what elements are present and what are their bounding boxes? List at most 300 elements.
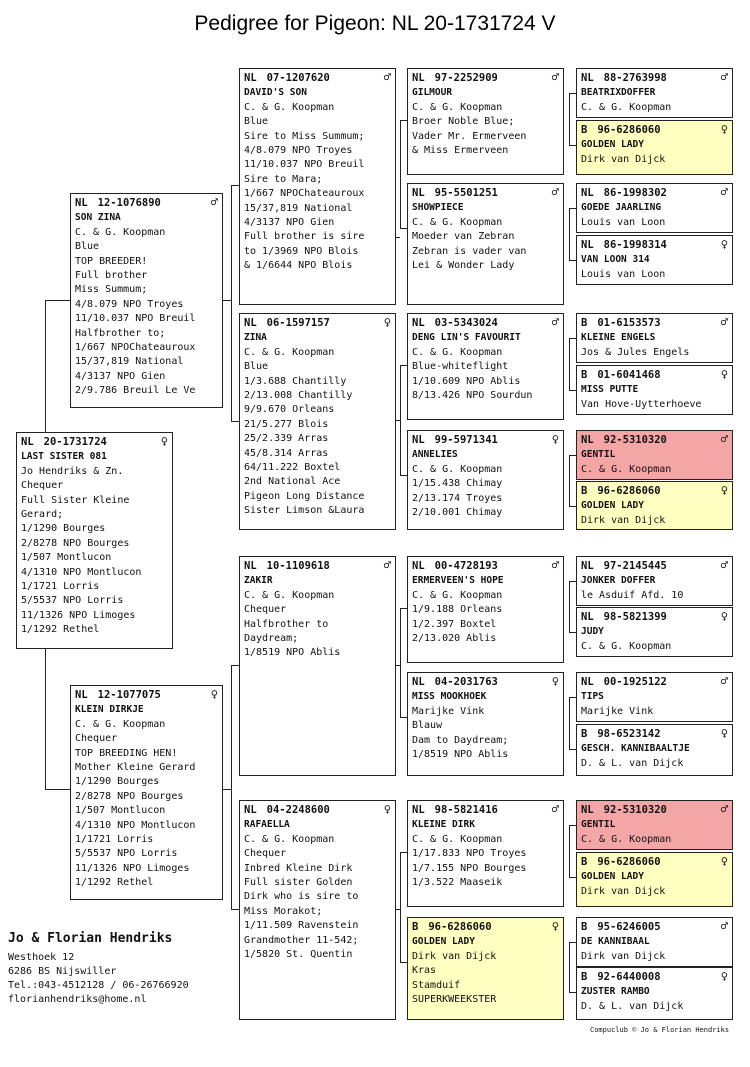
pigeon-name: DENG LIN'S FAVOURIT <box>412 332 521 344</box>
country-code: NL <box>581 611 594 623</box>
connector-line <box>569 632 576 633</box>
pigeon-name: GOLDEN LADY <box>581 139 644 151</box>
owner-name: Jo & Florian Hendriks <box>8 931 173 946</box>
connector-line <box>400 608 401 717</box>
pigeon-info-line: 2/13.020 Ablis <box>412 633 497 645</box>
pigeon-name: GILMOUR <box>412 87 453 99</box>
pigeon-card-dd[interactable] <box>239 800 396 1020</box>
connector-line <box>45 300 46 432</box>
pigeon-info-line: Full sister Golden <box>244 877 353 889</box>
pigeon-card-ds[interactable] <box>239 556 396 776</box>
pigeon-info-line: Miss Summum; <box>75 284 148 296</box>
ring-id: 98-5821416 <box>434 804 498 816</box>
pigeon-card-g6[interactable] <box>576 365 733 415</box>
pigeon-card-g11[interactable] <box>576 672 733 722</box>
ring-number <box>412 433 559 447</box>
connector-line <box>396 237 400 238</box>
pigeon-info-line: 1/3.522 Maaseik <box>412 877 503 889</box>
connector-line <box>400 365 401 475</box>
male-icon: ♂ <box>720 70 728 84</box>
male-icon: ♂ <box>720 432 728 446</box>
connector-line <box>569 992 576 993</box>
pigeon-info-line: Inbred Kleine Dirk <box>244 862 353 874</box>
pigeon-info-line: Miss Morakot; <box>244 905 323 917</box>
pigeon-card-g14[interactable] <box>576 852 733 907</box>
pigeon-card-dsd[interactable] <box>407 672 564 776</box>
ring-number <box>412 559 559 573</box>
pigeon-info-line: Zebran is vader van <box>412 245 527 257</box>
ring-id: 92-6440008 <box>597 971 661 983</box>
connector-line <box>569 581 570 632</box>
pigeon-info-line: Lei & Wonder Lady <box>412 260 515 272</box>
ring-number <box>244 71 391 85</box>
pigeon-info-line: 11/10.037 NPO Breuil <box>75 313 196 325</box>
male-icon: ♂ <box>551 315 559 329</box>
owner-email[interactable]: florianhendriks@home.nl <box>8 994 147 1005</box>
female-icon: ♀ <box>720 609 728 623</box>
connector-line <box>569 260 576 261</box>
ring-id: 12-1077075 <box>97 689 161 701</box>
country-code: NL <box>581 187 594 199</box>
male-icon: ♂ <box>383 70 391 84</box>
pigeon-info-line: D. & L. van Dijck <box>581 1000 684 1012</box>
connector-line <box>569 877 576 878</box>
ring-id: 20-1731724 <box>43 436 107 448</box>
ring-number <box>581 675 728 689</box>
pigeon-info-line: Full brother is sire <box>244 231 365 243</box>
pigeon-info-line: Vader Mr. Ermerveen <box>412 130 527 142</box>
pigeon-info-line: 1/11.509 Ravenstein <box>244 920 359 932</box>
male-icon: ♂ <box>720 919 728 933</box>
pigeon-info-line: 2/10.001 Chimay <box>412 507 503 519</box>
country-code: NL <box>581 676 594 688</box>
pigeon-info-line: 1/8519 NPO Ablis <box>244 647 341 659</box>
pigeon-info-line: 4/8.079 NPO Troyes <box>75 298 184 310</box>
pigeon-info-line: Chequer <box>244 848 287 860</box>
pigeon-info-line: 2/8278 NPO Bourges <box>75 790 184 802</box>
ring-number <box>21 435 168 449</box>
connector-line <box>396 665 400 666</box>
ring-id: 04-2031763 <box>434 676 498 688</box>
pigeon-info-line: 15/37,819 National <box>75 356 184 368</box>
connector-line <box>569 390 576 391</box>
pigeon-name: LAST SISTER 081 <box>21 451 107 463</box>
owner-info <box>8 930 189 1007</box>
ring-number <box>581 803 728 817</box>
pigeon-card-g16[interactable] <box>576 967 733 1020</box>
country-code: NL <box>581 434 594 446</box>
owner-address: Westhoek 12 <box>8 952 75 963</box>
pigeon-info-line: D. & L. van Dijck <box>581 757 684 769</box>
pigeon-info-line: Chequer <box>21 480 64 492</box>
pigeon-info-line: Halfbrother to <box>244 618 329 630</box>
connector-line <box>569 749 576 750</box>
pigeon-name: KLEIN DIRKJE <box>75 704 144 716</box>
ring-id: 00-4728193 <box>434 560 498 572</box>
pigeon-info-line: 1/5820 St. Quentin <box>244 949 353 961</box>
country-code: B <box>581 971 588 983</box>
pigeon-card-sss[interactable] <box>407 68 564 175</box>
ring-number <box>581 610 728 624</box>
ring-number <box>581 559 728 573</box>
male-icon: ♂ <box>551 185 559 199</box>
connector-line <box>400 475 407 476</box>
ring-number <box>412 803 559 817</box>
pigeon-name: DE KANNIBAAL <box>581 936 650 948</box>
pigeon-card-ss[interactable] <box>239 68 396 305</box>
connector-line <box>45 649 46 789</box>
country-code: B <box>581 728 588 740</box>
pigeon-info-line: 1/667 NPOChateauroux <box>75 342 196 354</box>
pigeon-info-line: Jo Hendriks & Zn. <box>21 465 124 477</box>
pigeon-info-line: C. & G. Koopman <box>412 463 503 475</box>
ring-number <box>412 316 559 330</box>
pigeon-info-line: TOP BREEDING HEN! <box>75 747 178 759</box>
pigeon-info-line: Full Sister Kleine <box>21 494 130 506</box>
country-code: NL <box>412 434 425 446</box>
connector-line <box>231 185 232 422</box>
ring-number <box>581 316 728 330</box>
ring-id: 07-1207620 <box>266 72 330 84</box>
pigeon-card-g13[interactable] <box>576 800 733 850</box>
male-icon: ♂ <box>720 558 728 572</box>
footer-credit: Compuclub © Jo & Florian Hendriks <box>590 1026 730 1034</box>
pigeon-name: ANNELIES <box>412 449 458 461</box>
pigeon-info-line: Marijke Vink <box>581 705 654 717</box>
connector-line <box>569 338 576 339</box>
pigeon-info-line: C. & G. Koopman <box>412 216 503 228</box>
connector-line <box>569 208 576 209</box>
connector-line <box>400 120 407 121</box>
ring-id: 97-2145445 <box>603 560 667 572</box>
pigeon-info-line: & Miss Ermerveen <box>412 145 509 157</box>
male-icon: ♂ <box>720 185 728 199</box>
connector-line <box>45 789 70 790</box>
pigeon-card-g12[interactable] <box>576 724 733 776</box>
pigeon-info-line: 2/8278 NPO Bourges <box>21 537 130 549</box>
country-code: B <box>581 317 588 329</box>
pigeon-info-line: Chequer <box>244 604 287 616</box>
pigeon-card-g3[interactable] <box>576 183 733 233</box>
pigeon-info-line: to 1/3969 NPO Blois <box>244 245 359 257</box>
female-icon: ♀ <box>720 726 728 740</box>
connector-line <box>569 455 570 506</box>
pigeon-name: MISS MOOKHOEK <box>412 691 487 703</box>
pigeon-name: GOLDEN LADY <box>412 936 475 948</box>
pigeon-info-line: 1/1290 Bourges <box>75 776 160 788</box>
ring-id: 86-1998314 <box>603 239 667 251</box>
owner-postcode: 6286 BS Nijswiller <box>8 966 117 977</box>
female-icon: ♀ <box>551 919 559 933</box>
female-icon: ♀ <box>551 674 559 688</box>
pigeon-info-line: 11/1326 NPO Limoges <box>75 862 190 874</box>
pigeon-name: BEATRIXDOFFER <box>581 87 656 99</box>
ring-number <box>581 71 728 85</box>
pigeon-card-g15[interactable] <box>576 917 733 967</box>
connector-line <box>400 717 407 718</box>
pigeon-info-line: 1/1292 Rethel <box>21 624 100 636</box>
country-code: B <box>581 856 588 868</box>
connector-line <box>400 365 407 366</box>
pigeon-card-g4[interactable] <box>576 235 733 285</box>
pigeon-info-line: 1/1721 Lorris <box>21 581 100 593</box>
connector-line <box>569 338 570 390</box>
pigeon-card-g5[interactable] <box>576 313 733 363</box>
pigeon-info-line: C. & G. Koopman <box>244 589 335 601</box>
pigeon-info-line: Broer Noble Blue; <box>412 116 515 128</box>
pigeon-info-line: 2nd National Ace <box>244 476 341 488</box>
pigeon-card-sd[interactable] <box>239 313 396 530</box>
pigeon-info-line: 4/3137 NPO Gien <box>244 217 335 229</box>
connector-line <box>569 581 576 582</box>
ring-id: 96-6286060 <box>428 921 492 933</box>
pigeon-info-line: SUPERKWEEKSTER <box>412 994 497 1006</box>
connector-line <box>396 420 400 421</box>
pigeon-info-line: 1/3.688 Chantilly <box>244 375 347 387</box>
pigeon-card-ssd[interactable] <box>407 183 564 305</box>
pigeon-info-line: Louis van Loon <box>581 268 666 280</box>
country-code: NL <box>244 72 257 84</box>
pigeon-info-line: Dam to Daydream; <box>412 734 509 746</box>
pigeon-card-dds[interactable] <box>407 800 564 907</box>
ring-number <box>412 920 559 934</box>
pigeon-info-line: 45/8.314 Arras <box>244 447 329 459</box>
pigeon-info-line: 1/1721 Lorris <box>75 834 154 846</box>
male-icon: ♂ <box>210 195 218 209</box>
pigeon-info-line: C. & G. Koopman <box>581 640 672 652</box>
pigeon-info-line: 21/5.277 Blois <box>244 418 329 430</box>
connector-line <box>400 852 407 853</box>
pigeon-name: TIPS <box>581 691 604 703</box>
pigeon-info-line: 4/1310 NPO Montlucon <box>21 566 142 578</box>
connector-line <box>231 909 239 910</box>
ring-number <box>244 316 391 330</box>
country-code: NL <box>244 804 257 816</box>
pigeon-info-line: C. & G. Koopman <box>581 833 672 845</box>
ring-id: 97-2252909 <box>434 72 498 84</box>
pigeon-card-g7[interactable] <box>576 430 733 480</box>
pigeon-card-g9[interactable] <box>576 556 733 606</box>
pigeon-card-g2[interactable] <box>576 120 733 175</box>
pigeon-info-line: C. & G. Koopman <box>412 833 503 845</box>
pigeon-info-line: 1/2.397 Boxtel <box>412 618 497 630</box>
pigeon-name: ERMERVEEN'S HOPE <box>412 575 504 587</box>
ring-id: 98-6523142 <box>597 728 661 740</box>
male-icon: ♂ <box>383 558 391 572</box>
ring-id: 00-1925122 <box>603 676 667 688</box>
ring-number <box>412 186 559 200</box>
pigeon-info-line: C. & G. Koopman <box>244 101 335 113</box>
connector-line <box>396 909 400 910</box>
ring-id: 01-6153573 <box>597 317 661 329</box>
connector-line <box>231 185 239 186</box>
connector-line <box>400 120 401 228</box>
ring-id: 98-5821399 <box>603 611 667 623</box>
ring-id: 86-1998302 <box>603 187 667 199</box>
pigeon-card-g10[interactable] <box>576 607 733 657</box>
pigeon-info-line: 15/37,819 National <box>244 202 353 214</box>
pigeon-info-line: 4/8.079 NPO Troyes <box>244 145 353 157</box>
pigeon-info-line: 4/3137 NPO Gien <box>75 370 166 382</box>
pigeon-info-line: Full brother <box>75 270 148 282</box>
female-icon: ♀ <box>160 434 168 448</box>
pigeon-info-line: 1/10.609 NPO Ablis <box>412 375 521 387</box>
ring-id: 03-5343024 <box>434 317 498 329</box>
pigeon-card-g8[interactable] <box>576 481 733 530</box>
pigeon-info-line: 2/13.174 Troyes <box>412 492 503 504</box>
pigeon-card-sire[interactable] <box>70 193 223 408</box>
country-code: NL <box>412 676 425 688</box>
pigeon-info-line: 25/2.339 Arras <box>244 433 329 445</box>
ring-id: 95-6246005 <box>597 921 661 933</box>
pigeon-info-line: 1/9.188 Orleans <box>412 604 503 616</box>
ring-id: 12-1076890 <box>97 197 161 209</box>
pigeon-info-line: 1/7.155 NPO Bourges <box>412 862 527 874</box>
pigeon-info-line: Mother Kleine Gerard <box>75 762 196 774</box>
connector-line <box>231 665 239 666</box>
country-code: NL <box>412 72 425 84</box>
connector-line <box>223 789 231 790</box>
pigeon-info-line: Gerard; <box>21 509 64 521</box>
pigeon-name: KLEINE ENGELS <box>581 332 656 344</box>
pigeon-info-line: Kras <box>412 965 437 977</box>
pigeon-name: VAN LOON 314 <box>581 254 650 266</box>
pigeon-info-line: Sire to Miss Summum; <box>244 130 365 142</box>
female-icon: ♀ <box>720 367 728 381</box>
pigeon-info-line: 9/9.670 Orleans <box>244 404 335 416</box>
pigeon-name: GOLDEN LADY <box>581 871 644 883</box>
pigeon-info-line: TOP BREEDER! <box>75 255 148 267</box>
pigeon-info-line: 64/11.222 Boxtel <box>244 462 341 474</box>
ring-number <box>244 803 391 817</box>
connector-line <box>400 608 407 609</box>
pigeon-name: SON ZINA <box>75 212 121 224</box>
pigeon-name: KLEINE DIRK <box>412 819 475 831</box>
male-icon: ♂ <box>720 802 728 816</box>
pigeon-card-g1[interactable] <box>576 68 733 118</box>
male-icon: ♂ <box>551 802 559 816</box>
female-icon: ♀ <box>210 687 218 701</box>
pigeon-name: SHOWPIECE <box>412 202 464 214</box>
ring-number <box>581 970 728 984</box>
pigeon-info-line: Sire to Mara; <box>244 173 323 185</box>
country-code: B <box>581 921 588 933</box>
pigeon-info-line: Sister Limson &Laura <box>244 505 365 517</box>
pigeon-card-sdd[interactable] <box>407 430 564 530</box>
ring-number <box>412 71 559 85</box>
male-icon: ♂ <box>720 674 728 688</box>
pigeon-info-line: Moeder van Zebran <box>412 231 515 243</box>
ring-number <box>581 727 728 741</box>
female-icon: ♀ <box>383 315 391 329</box>
pigeon-card-dam[interactable] <box>70 685 223 900</box>
pigeon-name: ZINA <box>244 332 267 344</box>
connector-line <box>569 208 570 260</box>
ring-number <box>412 675 559 689</box>
pigeon-info-line: C. & G. Koopman <box>581 463 672 475</box>
ring-number <box>581 433 728 447</box>
pigeon-info-line: C. & G. Koopman <box>75 718 166 730</box>
pigeon-info-line: 8/13.426 NPO Sourdun <box>412 390 533 402</box>
connector-line <box>231 421 239 422</box>
pigeon-info-line: 2/13.008 Chantilly <box>244 390 353 402</box>
connector-line <box>400 852 401 962</box>
ring-id: 99-5971341 <box>434 434 498 446</box>
ring-id: 04-2248600 <box>266 804 330 816</box>
pigeon-info-line: C. & G. Koopman <box>75 226 166 238</box>
pigeon-card-ddd[interactable] <box>407 917 564 1020</box>
pigeon-info-line: 11/1326 NPO Limoges <box>21 609 136 621</box>
female-icon: ♀ <box>551 432 559 446</box>
pigeon-card-sds[interactable] <box>407 313 564 420</box>
pigeon-info-line: 5/5537 NPO Lorris <box>21 595 124 607</box>
pigeon-name: JONKER DOFFER <box>581 575 656 587</box>
country-code: NL <box>412 317 425 329</box>
pigeon-info-line: 1/667 NPOChateauroux <box>244 188 365 200</box>
pigeon-info-line: 1/507 Montlucon <box>75 805 166 817</box>
pigeon-name: RAFAELLA <box>244 819 290 831</box>
ring-number <box>581 855 728 869</box>
pigeon-info-line: Louis van Loon <box>581 216 666 228</box>
country-code: B <box>581 485 588 497</box>
ring-id: 92-5310320 <box>603 434 667 446</box>
ring-number <box>581 123 728 137</box>
pigeon-info-line: C. & G. Koopman <box>244 346 335 358</box>
connector-line <box>569 825 576 826</box>
pigeon-name: JUDY <box>581 626 604 638</box>
pigeon-info-line: Dirk van Dijck <box>581 950 666 962</box>
ring-id: 96-6286060 <box>597 856 661 868</box>
connector-line <box>569 697 570 749</box>
pigeon-info-line: Dirk who is sire to <box>244 891 359 903</box>
pigeon-name: ZUSTER RAMBO <box>581 986 650 998</box>
pigeon-card-dss[interactable] <box>407 556 564 663</box>
pigeon-name: GESCH. KANNIBAALTJE <box>581 743 690 755</box>
pigeon-info-line: C. & G. Koopman <box>412 589 503 601</box>
pigeon-info-line: Daydream; <box>244 633 299 645</box>
page-title: Pedigree for Pigeon: NL 20-1731724 V <box>194 12 556 35</box>
pigeon-info-line: Dirk van Dijck <box>581 153 666 165</box>
female-icon: ♀ <box>720 122 728 136</box>
pigeon-info-line: 1/507 Montlucon <box>21 552 112 564</box>
pigeon-info-line: 1/17.833 NPO Troyes <box>412 848 527 860</box>
country-code: B <box>412 921 419 933</box>
connector-line <box>569 93 576 94</box>
country-code: NL <box>244 560 257 572</box>
pigeon-info-line: Blue <box>244 116 269 128</box>
ring-id: 01-6041468 <box>597 369 661 381</box>
pigeon-info-line: C. & G. Koopman <box>412 101 503 113</box>
connector-line <box>45 300 70 301</box>
country-code: NL <box>75 197 88 209</box>
pigeon-name: GOEDE JAARLING <box>581 202 662 214</box>
pigeon-info-line: Chequer <box>75 733 118 745</box>
pigeon-card-subject[interactable] <box>16 432 173 649</box>
pigeon-info-line: Halfbrother to; <box>75 327 166 339</box>
pigeon-info-line: & 1/6644 NPO Blois <box>244 260 353 272</box>
pigeon-info-line: C. & G. Koopman <box>412 346 503 358</box>
pigeon-info-line: Blue <box>244 361 269 373</box>
male-icon: ♂ <box>720 315 728 329</box>
pigeon-info-line: 4/1310 NPO Montlucon <box>75 819 196 831</box>
connector-line <box>569 697 576 698</box>
connector-line <box>569 145 576 146</box>
connector-line <box>569 942 576 943</box>
pigeon-info-line: 1/8519 NPO Ablis <box>412 749 509 761</box>
country-code: NL <box>75 689 88 701</box>
pigeon-info-line: Grandmother 11-542; <box>244 934 359 946</box>
ring-number <box>75 688 218 702</box>
